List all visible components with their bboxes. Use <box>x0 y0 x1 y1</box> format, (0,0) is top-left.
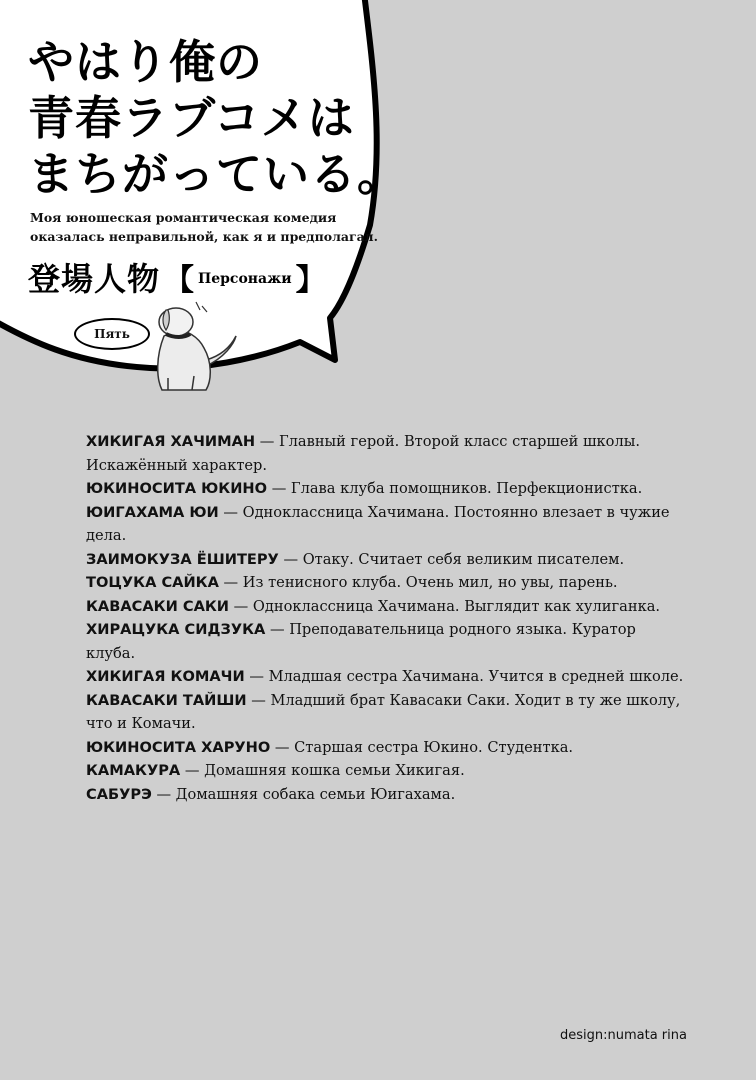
subtitle-line: оказалась неправильной, как я и предполагал. <box>30 229 378 244</box>
character-description: Одноклассница Хачимана. Выглядит как хулиганка. <box>252 597 661 615</box>
character-entry <box>86 430 686 477</box>
dog-illustration <box>146 296 242 396</box>
character-description: Одноклассница Хачимана. Постоянно влезает в чужие дела. <box>86 503 670 544</box>
character-description: Из тенисного клуба. Очень мил, но увы, парень. <box>242 574 618 591</box>
character-description: Глава клуба помощников. Перфекционистка. <box>290 480 643 497</box>
design-credit: design:numata rina <box>560 1028 687 1043</box>
character-name: ЗАИМОКУЗА ЁШИТЕРУ <box>86 550 279 568</box>
character-description: Отаку. Считает себя великим писателем. <box>302 550 625 568</box>
character-description: Домашняя кошка семьи Хикигая. <box>204 762 465 779</box>
section-title-jp: 登場人物 <box>28 260 161 298</box>
character-entry <box>86 548 686 572</box>
dash: — <box>283 550 299 568</box>
character-entry <box>86 595 686 619</box>
character-description: Главный герой. Второй класс старшей школы. Искажённый характер. <box>86 433 640 474</box>
character-entry <box>86 689 686 736</box>
character-list <box>86 430 686 806</box>
character-name: ЮКИНОСИТА ЮКИНО <box>86 480 268 497</box>
character-entry <box>86 783 686 807</box>
character-name: КАМАКУРА <box>86 762 181 779</box>
dash: — <box>223 503 238 521</box>
dash: — <box>156 785 172 803</box>
book-title <box>28 34 404 202</box>
title-line: まちがっている。 <box>28 147 404 201</box>
dash: — <box>271 480 287 497</box>
character-name: ТОЦУКА САЙКА <box>86 574 219 591</box>
character-name: ХИРАЦУКА СИДЗУКА <box>86 621 266 638</box>
character-entry <box>86 501 686 548</box>
dash: — <box>274 738 290 756</box>
dash: — <box>249 668 264 685</box>
russian-subtitle <box>30 208 378 246</box>
character-name: ЮКИНОСИТА ХАРУНО <box>86 738 271 756</box>
character-entry <box>86 571 686 595</box>
dash: — <box>259 433 275 450</box>
dash: — <box>184 762 200 779</box>
title-line: 青春ラブコメは <box>28 91 355 145</box>
character-name: ХИКИГАЯ ХАЧИМАН <box>86 433 256 450</box>
character-description: Младший брат Кавасаки Саки. Ходит в ту же школу, что и Комачи. <box>86 691 681 732</box>
character-name: ХИКИГАЯ КОМАЧИ <box>86 668 245 685</box>
pet-name: Пять <box>94 327 130 341</box>
dash: — <box>269 621 285 638</box>
bracket-open: 【 <box>164 263 195 298</box>
dash: — <box>233 597 249 615</box>
character-name: ЮИГАХАМА ЮИ <box>86 503 219 521</box>
title-line: やはり俺の <box>28 35 263 89</box>
character-name: САБУРЭ <box>86 785 152 803</box>
character-entry <box>86 618 686 665</box>
bracket-close: 】 <box>295 263 326 298</box>
subtitle-line: Моя юношеская романтическая комедия <box>30 210 337 225</box>
section-title-ru: Персонажи <box>198 271 292 287</box>
character-description: Домашняя собака семьи Юигахама. <box>175 785 456 803</box>
character-entry <box>86 736 686 760</box>
dash: — <box>223 574 239 591</box>
dash: — <box>251 691 266 709</box>
character-name: КАВАСАКИ ТАЙШИ <box>86 691 247 709</box>
character-name: КАВАСАКИ САКИ <box>86 597 230 615</box>
section-heading <box>28 254 330 300</box>
character-entry <box>86 665 686 689</box>
character-entry <box>86 759 686 783</box>
character-description: Младшая сестра Хачимана. Учится в средней школе. <box>268 668 684 685</box>
character-description: Старшая сестра Юкино. Студентка. <box>294 738 574 756</box>
character-description: Преподавательница родного языка. Куратор клуба. <box>86 621 636 662</box>
character-entry <box>86 477 686 501</box>
pet-name-label <box>74 318 150 350</box>
